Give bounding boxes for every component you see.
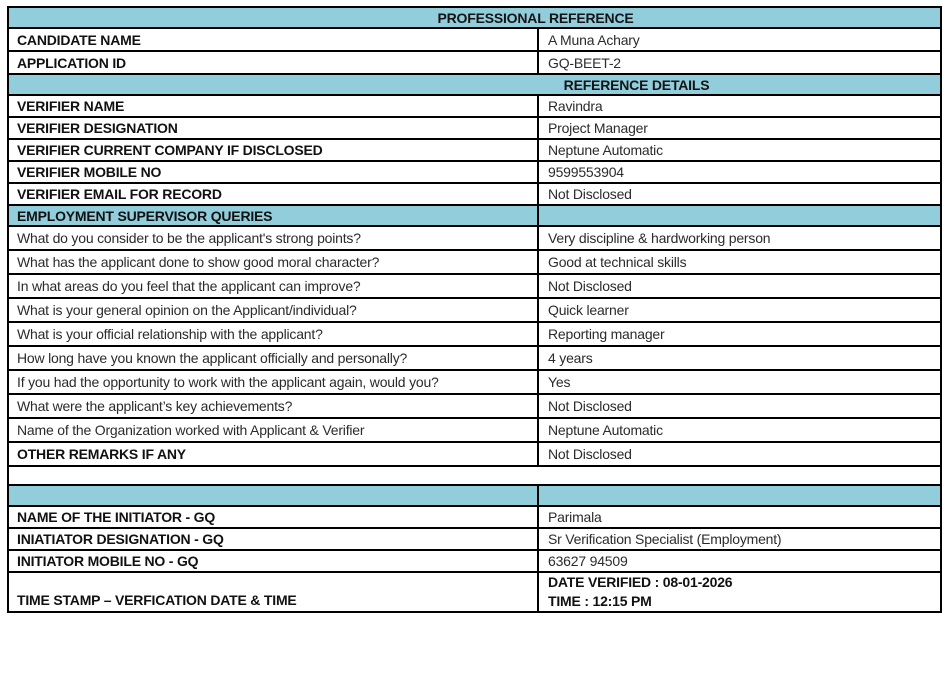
section-header-professional-reference <box>8 7 941 28</box>
table-row-application-id <box>8 51 941 74</box>
query-value-achievements: Not Disclosed <box>538 394 941 418</box>
row-label-verifier-email: VERIFIER EMAIL FOR RECORD <box>8 183 538 205</box>
query-value-general-opinion: Quick learner <box>538 298 941 322</box>
table-row-verifier-mobile <box>8 161 941 183</box>
row-value-initiator-designation: Sr Verification Specialist (Employment) <box>538 528 941 550</box>
table-row-query-known-duration <box>8 346 941 370</box>
row-label-initiator-mobile: INITIATOR MOBILE NO - GQ <box>8 550 538 572</box>
row-value-verifier-mobile: 9599553904 <box>538 161 941 183</box>
query-label-strong-points: What do you consider to be the applicant's strong points? <box>8 226 538 250</box>
table-row-query-relationship <box>8 322 941 346</box>
table-row-query-organization <box>8 418 941 442</box>
row-value-application-id: GQ-BEET-2 <box>538 51 941 74</box>
row-value-verifier-designation: Project Manager <box>538 117 941 139</box>
section-title-professional-reference: PROFESSIONAL REFERENCE <box>8 7 941 28</box>
query-value-relationship: Reporting manager <box>538 322 941 346</box>
query-label-work-again: If you had the opportunity to work with the applicant again, would you? <box>8 370 538 394</box>
table-row-other-remarks <box>8 442 941 466</box>
spacer-cell-blue-right <box>538 485 941 506</box>
row-value-other-remarks: Not Disclosed <box>538 442 941 466</box>
spacer-cell-blue-left <box>8 485 538 506</box>
row-label-initiator-designation: INIATIATOR DESIGNATION - GQ <box>8 528 538 550</box>
table-row-initiator-mobile <box>8 550 941 572</box>
table-row-query-achievements <box>8 394 941 418</box>
spacer-cell-white <box>8 466 941 485</box>
query-value-improve: Not Disclosed <box>538 274 941 298</box>
row-label-verifier-company: VERIFIER CURRENT COMPANY IF DISCLOSED <box>8 139 538 161</box>
table-row-verifier-company <box>8 139 941 161</box>
row-label-application-id: APPLICATION ID <box>8 51 538 74</box>
row-label-timestamp: TIME STAMP – VERFICATION DATE & TIME <box>8 572 538 612</box>
row-value-verifier-email: Not Disclosed <box>538 183 941 205</box>
table-row-query-general-opinion <box>8 298 941 322</box>
table-row-timestamp <box>8 572 941 612</box>
row-value-initiator-mobile: 63627 94509 <box>538 550 941 572</box>
table-row-initiator-name <box>8 506 941 528</box>
row-value-verifier-company: Neptune Automatic <box>538 139 941 161</box>
row-label-verifier-designation: VERIFIER DESIGNATION <box>8 117 538 139</box>
query-label-relationship: What is your official relationship with the applicant? <box>8 322 538 346</box>
table-row-candidate-name <box>8 28 941 51</box>
row-value-verifier-name: Ravindra <box>538 95 941 117</box>
professional-reference-table <box>7 6 942 613</box>
table-row-query-moral-character <box>8 250 941 274</box>
row-label-initiator-name: NAME OF THE INITIATOR - GQ <box>8 506 538 528</box>
table-row-query-strong-points <box>8 226 941 250</box>
query-value-work-again: Yes <box>538 370 941 394</box>
section-header-reference-details <box>8 74 941 95</box>
query-label-general-opinion: What is your general opinion on the Applicant/individual? <box>8 298 538 322</box>
table-row-verifier-designation <box>8 117 941 139</box>
query-value-known-duration: 4 years <box>538 346 941 370</box>
section-title-supervisor-queries: EMPLOYMENT SUPERVISOR QUERIES <box>8 205 538 226</box>
row-value-candidate-name: A Muna Achary <box>538 28 941 51</box>
table-row-query-work-again <box>8 370 941 394</box>
timestamp-date-line: DATE VERIFIED : 08-01-2026 <box>548 574 733 590</box>
section-title-reference-details: REFERENCE DETAILS <box>8 74 941 95</box>
query-value-organization: Neptune Automatic <box>538 418 941 442</box>
table-row-verifier-email <box>8 183 941 205</box>
section-header-supervisor-queries <box>8 205 941 226</box>
query-label-achievements: What were the applicant’s key achievements? <box>8 394 538 418</box>
row-label-verifier-mobile: VERIFIER MOBILE NO <box>8 161 538 183</box>
timestamp-time-line: TIME : 12:15 PM <box>548 593 652 609</box>
table-row-query-improve <box>8 274 941 298</box>
query-label-known-duration: How long have you known the applicant officially and personally? <box>8 346 538 370</box>
section-header-empty-cell <box>538 205 941 226</box>
query-value-strong-points: Very discipline & hardworking person <box>538 226 941 250</box>
table-row-verifier-name <box>8 95 941 117</box>
row-label-verifier-name: VERIFIER NAME <box>8 95 538 117</box>
query-label-improve: In what areas do you feel that the applicant can improve? <box>8 274 538 298</box>
query-label-moral-character: What has the applicant done to show good moral character? <box>8 250 538 274</box>
query-label-organization: Name of the Organization worked with Applicant & Verifier <box>8 418 538 442</box>
spacer-row-white <box>8 466 941 485</box>
row-label-other-remarks: OTHER REMARKS IF ANY <box>8 442 538 466</box>
spacer-row-blue <box>8 485 941 506</box>
row-value-timestamp <box>538 572 941 612</box>
query-value-moral-character: Good at technical skills <box>538 250 941 274</box>
row-label-candidate-name: CANDIDATE NAME <box>8 28 538 51</box>
row-value-initiator-name: Parimala <box>538 506 941 528</box>
table-row-initiator-designation <box>8 528 941 550</box>
